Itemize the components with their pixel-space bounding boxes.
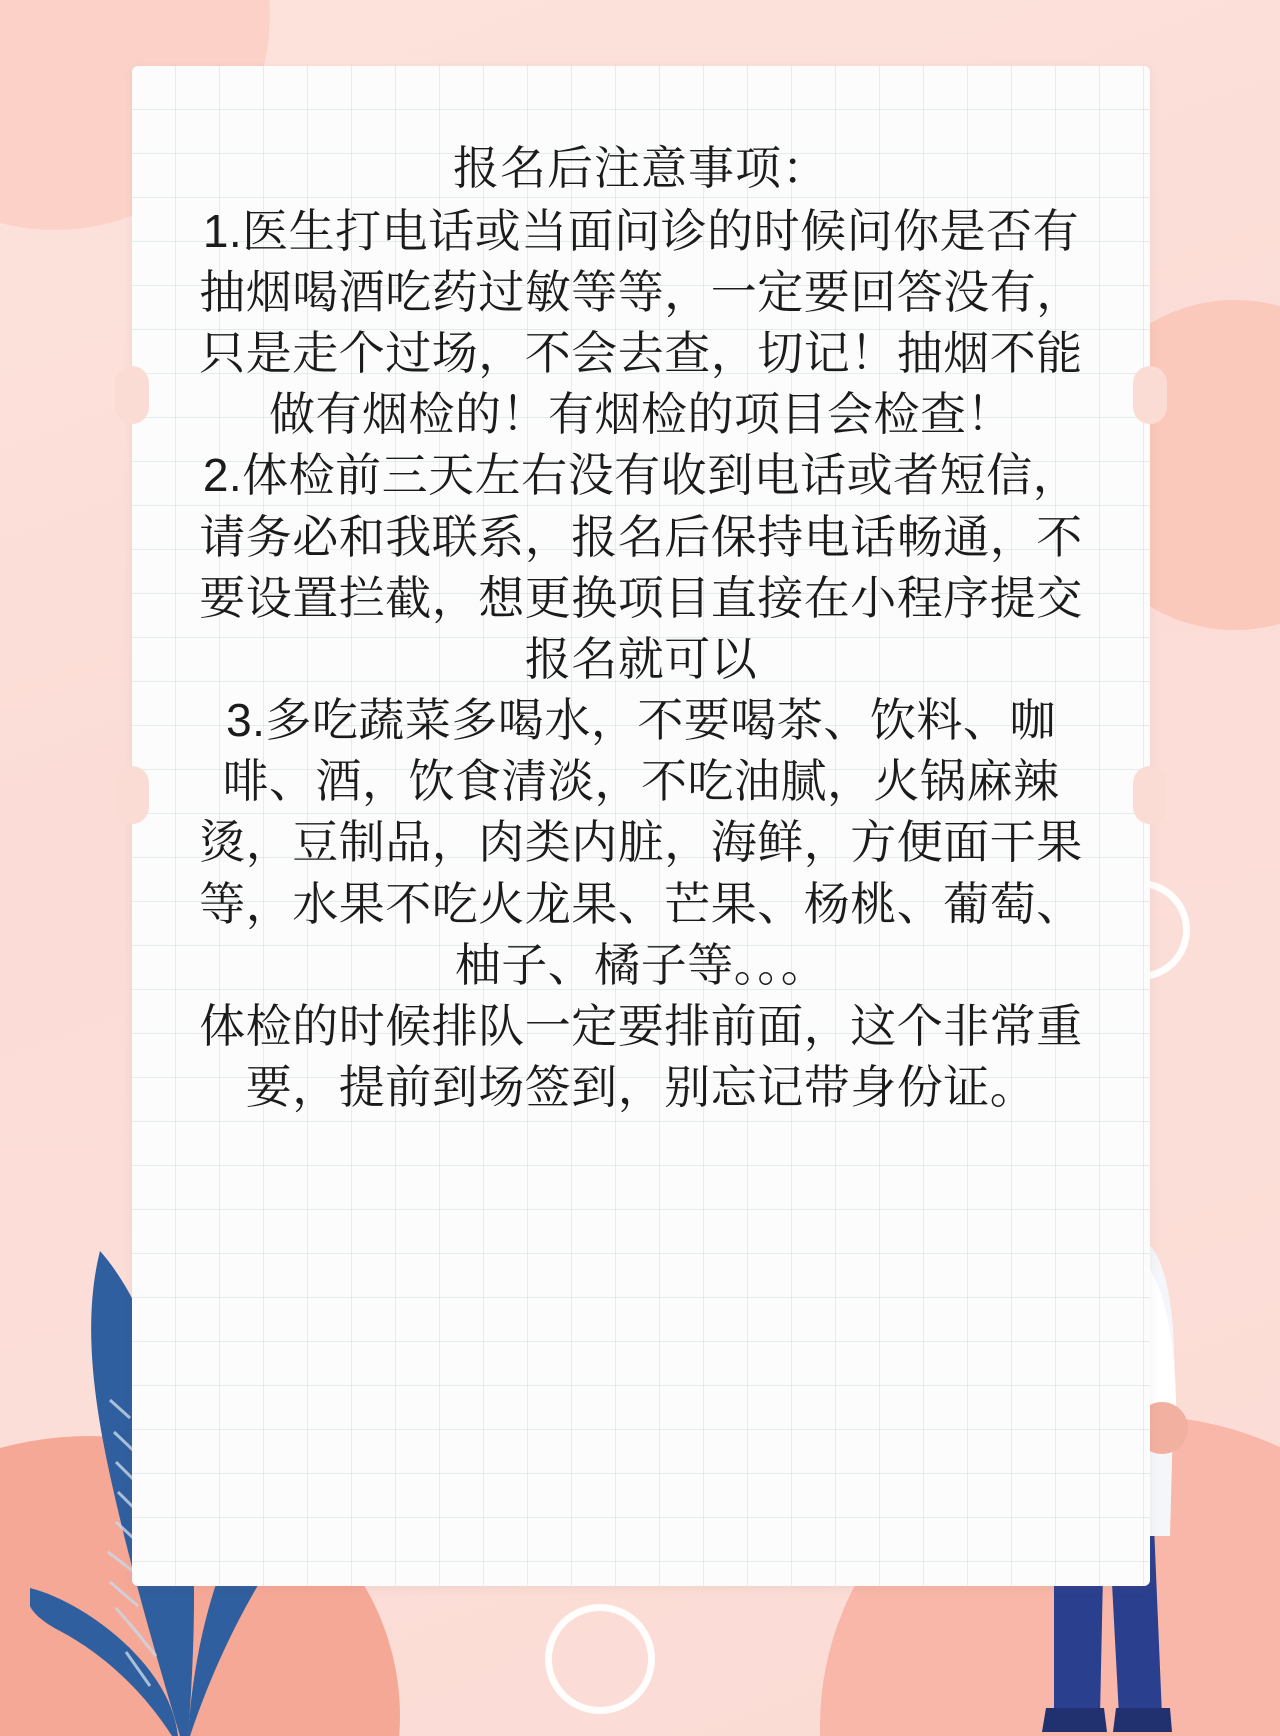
note-body xyxy=(188,201,1094,1119)
note-paragraph-2: 2.体检前三天左右没有收到电话或者短信，请务必和我联系，报名后保持电话畅通，不要设置拦截，想更换项目直接在小程序提交报名就可以 xyxy=(199,449,1083,685)
note-paragraph-3: 3.多吃蔬菜多喝水，不要喝茶、饮料、咖啡、酒，饮食清淡，不吃油腻，火锅麻辣烫，豆制品，肉类内脏，海鲜，方便面干果等，水果不吃火龙果、芒果、杨桃、葡萄、柚子、橘子等。。。 xyxy=(199,694,1083,991)
note-content xyxy=(132,66,1150,1118)
note-paragraph-1: 1.医生打电话或当面问诊的时候问你是否有抽烟喝酒吃药过敏等等，一定要回答没有，只是走个过场，不会去查，切记！抽烟不能做有烟检的！有烟检的项目会检查！ xyxy=(199,204,1083,441)
note-title: 报名后注意事项： xyxy=(453,142,829,194)
note-card xyxy=(132,66,1150,1586)
ring-outline-icon-bottom xyxy=(545,1604,655,1714)
note-paragraph-4: 体检的时候排队一定要排前面，这个非常重要，提前到场签到，别忘记带身份证。 xyxy=(199,999,1083,1114)
